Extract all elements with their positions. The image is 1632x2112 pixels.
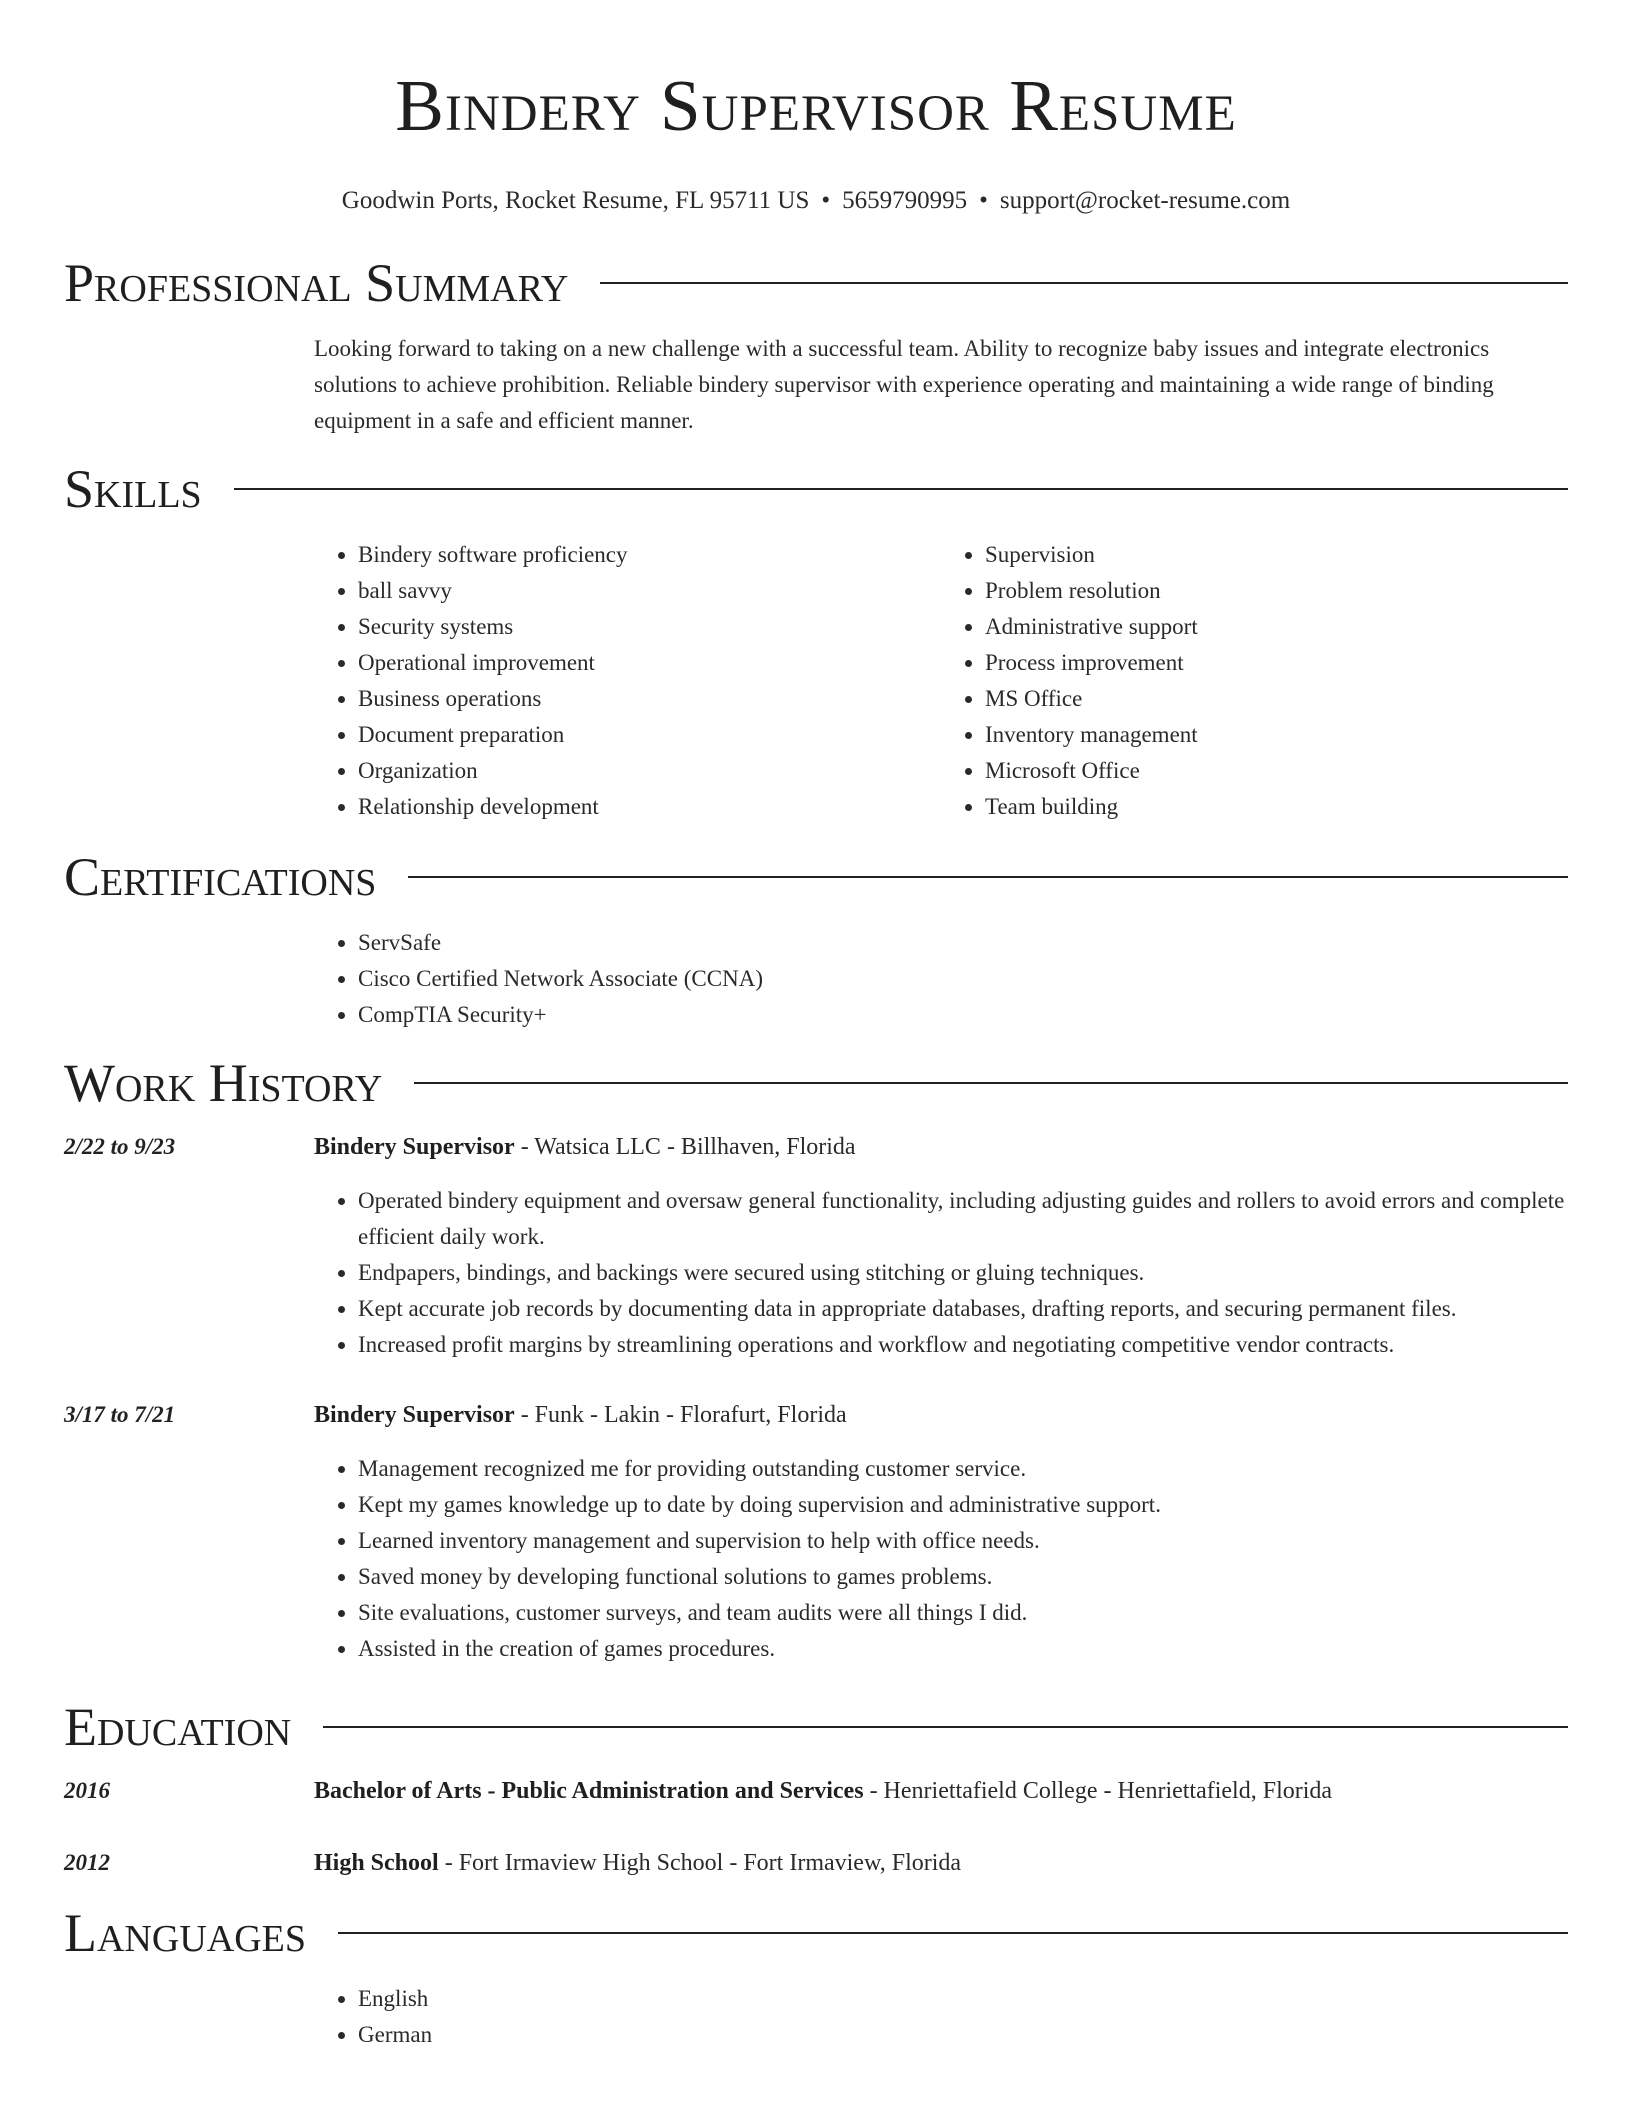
- work-entry: [64, 1129, 1568, 1363]
- education-entry-main: [314, 1773, 1568, 1809]
- skill-item: • Supervision: [985, 537, 1568, 573]
- certification-item: • Cisco Certified Network Associate (CCNA): [358, 961, 1568, 997]
- skill-item: • Team building: [985, 789, 1568, 825]
- work-dates: 2/22 to 9/23: [64, 1134, 176, 1159]
- degree: High School: [314, 1850, 439, 1876]
- certification-item: • CompTIA Security+: [358, 997, 1568, 1033]
- work-bullet: • Operated bindery equipment and oversaw general functionality, including adjusting guides and rollers to avoid errors and complete efficient daily work.: [358, 1183, 1568, 1255]
- section-title-skills: Skills: [64, 459, 202, 519]
- section-divider: [600, 282, 1568, 284]
- skill-item: • Security systems: [358, 609, 941, 645]
- work-bullet: • Assisted in the creation of games procedures.: [358, 1631, 1568, 1667]
- work-entry-main: [314, 1397, 1568, 1667]
- skill-item: • Operational improvement: [358, 645, 941, 681]
- languages-body: [314, 1981, 1568, 2053]
- section-title-education: Education: [64, 1697, 292, 1757]
- languages-list: [314, 1981, 1568, 2053]
- skill-item: • Inventory management: [985, 717, 1568, 753]
- section-divider: [414, 1082, 1568, 1084]
- work-bullet: • Site evaluations, customer surveys, and team audits were all things I did.: [358, 1595, 1568, 1631]
- work-bullets: [314, 1451, 1568, 1667]
- skill-item: • ball savvy: [358, 573, 941, 609]
- summary-text: Looking forward to taking on a new challenge with a successful team. Ability to recognize baby issues and integrate electronics solutions to achieve prohibition. Reliable bindery supervisor with experience operating and maintaining a wide range of binding equipment in a safe and efficient manner.: [314, 336, 1494, 433]
- contact-phone: 5659790995: [842, 187, 968, 214]
- certification-item: • ServSafe: [358, 925, 1568, 961]
- skills-list-right: [941, 537, 1568, 825]
- degree: Bachelor of Arts - Public Administration and Services: [314, 1778, 864, 1804]
- school-location: - Fort Irmaview High School - Fort Irmaview, Florida: [438, 1850, 962, 1876]
- work-entry-main: [314, 1129, 1568, 1363]
- section-header: [64, 1053, 1568, 1113]
- section-title-work-history: Work History: [64, 1053, 383, 1113]
- work-dates: 3/17 to 7/21: [64, 1402, 176, 1427]
- section-divider: [338, 1932, 1568, 1934]
- work-bullet: • Kept my games knowledge up to date by doing supervision and administrative support.: [358, 1487, 1568, 1523]
- section-header: [64, 459, 1568, 519]
- skill-item: • Bindery software proficiency: [358, 537, 941, 573]
- work-bullet: • Increased profit margins by streamlining operations and workflow and negotiating competitive vendor contracts.: [358, 1327, 1568, 1363]
- job-employer-location: - Funk - Lakin - Florafurt, Florida: [514, 1402, 847, 1428]
- section-divider: [234, 488, 1568, 490]
- skill-item: • Document preparation: [358, 717, 941, 753]
- education-year: 2016: [64, 1778, 110, 1803]
- skill-item: • Process improvement: [985, 645, 1568, 681]
- work-history-section: [64, 1053, 1568, 1667]
- section-header: [64, 1697, 1568, 1757]
- resume-title: Bindery Supervisor Resume: [395, 65, 1237, 146]
- job-title: Bindery Supervisor: [314, 1402, 515, 1428]
- section-header: [64, 1903, 1568, 1963]
- work-bullet: • Endpapers, bindings, and backings were secured using stitching or gluing techniques.: [358, 1255, 1568, 1291]
- certifications-section: [64, 847, 1568, 1033]
- education-entry-main: [314, 1845, 1568, 1881]
- work-bullet: • Kept accurate job records by documenting data in appropriate databases, drafting reports, and securing permanent files.: [358, 1291, 1568, 1327]
- skill-item: • Relationship development: [358, 789, 941, 825]
- section-title-summary: Professional Summary: [64, 253, 569, 313]
- work-entry: [64, 1397, 1568, 1667]
- section-divider: [323, 1726, 1568, 1728]
- education-year: 2012: [64, 1850, 110, 1875]
- education-entry: [64, 1845, 1568, 1881]
- skills-list-left: [314, 537, 941, 825]
- job-employer-location: - Watsica LLC - Billhaven, Florida: [514, 1134, 856, 1160]
- contact-line: [0, 186, 1632, 216]
- summary-body: [314, 331, 1568, 439]
- certifications-body: [314, 925, 1568, 1033]
- section-header: [64, 847, 1568, 907]
- contact-email[interactable]: support@rocket-resume.com: [999, 187, 1291, 214]
- language-item: • English: [358, 1981, 1568, 2017]
- education-heading: [314, 1773, 1568, 1809]
- skill-item: • Problem resolution: [985, 573, 1568, 609]
- skill-item: • Microsoft Office: [985, 753, 1568, 789]
- education-section: [64, 1697, 1568, 1881]
- skill-item: • Administrative support: [985, 609, 1568, 645]
- work-bullet: • Learned inventory management and supervision to help with office needs.: [358, 1523, 1568, 1559]
- skill-item: • Organization: [358, 753, 941, 789]
- job-title: Bindery Supervisor: [314, 1134, 515, 1160]
- work-heading: [314, 1397, 1568, 1433]
- language-item: • German: [358, 2017, 1568, 2053]
- section-header: [64, 253, 1568, 313]
- skill-item: • MS Office: [985, 681, 1568, 717]
- work-bullet: • Management recognized me for providing outstanding customer service.: [358, 1451, 1568, 1487]
- education-heading: [314, 1845, 1568, 1881]
- school-location: - Henriettafield College - Henriettafield, Florida: [863, 1778, 1333, 1804]
- skills-section: [64, 459, 1568, 825]
- section-title-certifications: Certifications: [64, 847, 377, 907]
- education-entry: [64, 1773, 1568, 1809]
- skills-grid: [314, 537, 1568, 825]
- contact-address: Goodwin Ports, Rocket Resume, FL 95711 US: [341, 187, 810, 214]
- skill-item: • Business operations: [358, 681, 941, 717]
- contact-separator: •: [979, 187, 988, 214]
- contact-separator: •: [821, 187, 831, 214]
- languages-section: [64, 1903, 1568, 2053]
- section-title-languages: Languages: [64, 1903, 306, 1963]
- work-heading: [314, 1129, 1568, 1165]
- section-divider: [408, 876, 1568, 878]
- summary-section: [64, 253, 1568, 439]
- work-bullet: • Saved money by developing functional solutions to games problems.: [358, 1559, 1568, 1595]
- certifications-list: [314, 925, 1568, 1033]
- work-bullets: [314, 1183, 1568, 1363]
